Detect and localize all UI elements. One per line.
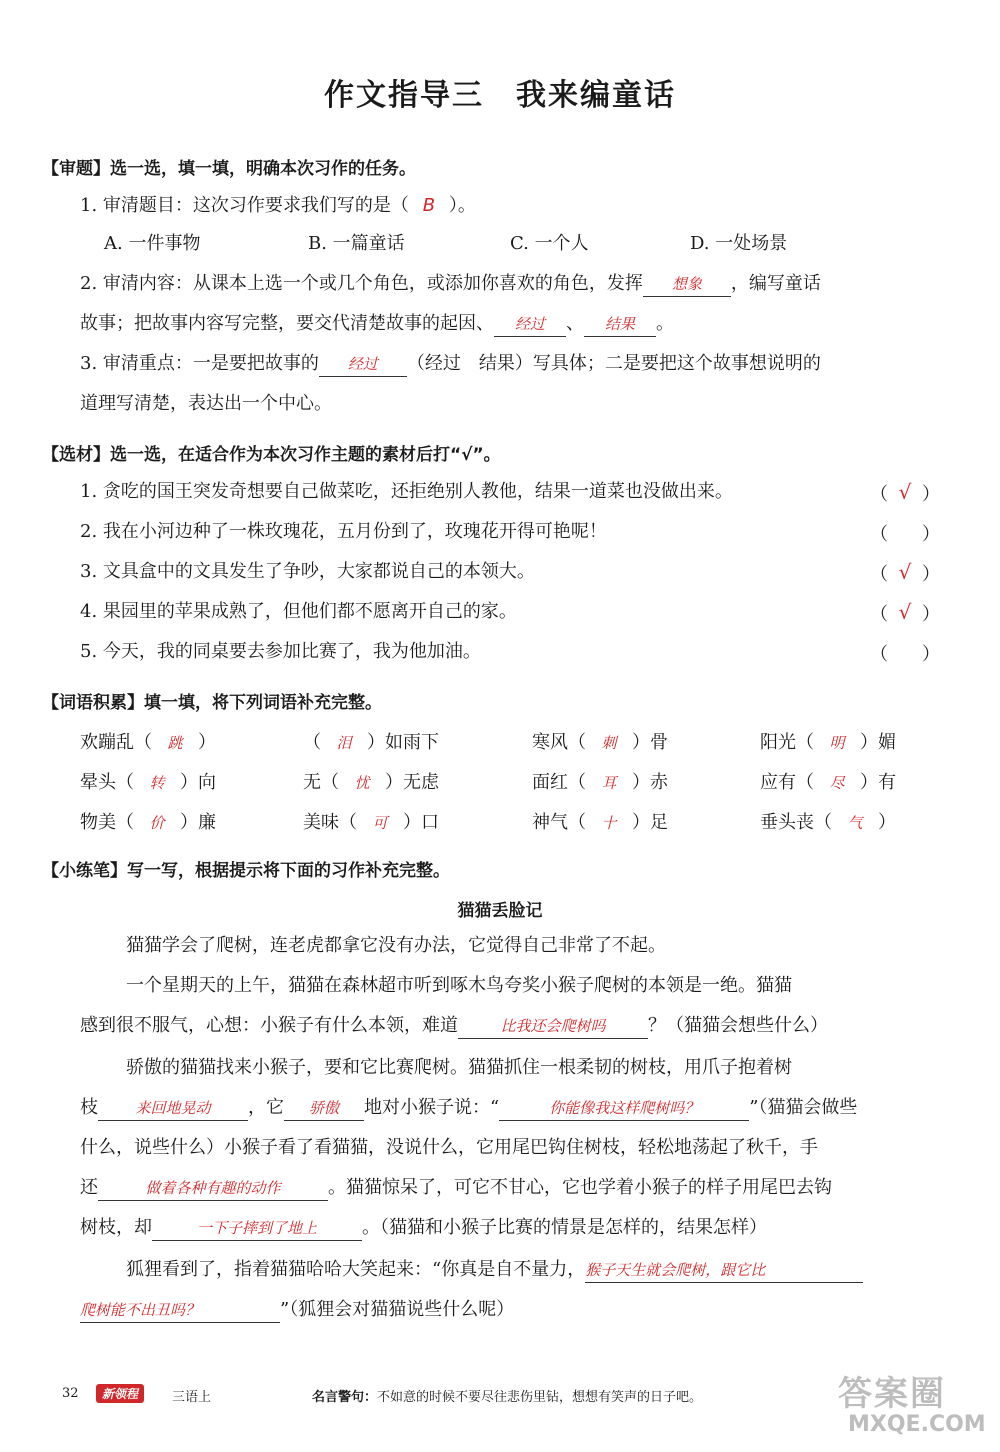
watermark-url: MXQE.COM xyxy=(848,1412,986,1437)
quote-text: 不如意的时候不要尽往悲伤里钻，想想有笑声的日子吧。 xyxy=(377,1390,703,1405)
idiom-item: 美味（ 可 ）口 xyxy=(303,812,439,833)
story-paragraph-4-line2: 爬树能不出丑吗？ ”（狐狸会对猫猫说些什么呢） xyxy=(80,1298,514,1323)
idiom-item: 欢蹦乱（ 跳 ） xyxy=(80,732,216,753)
checkmark-4: √ xyxy=(898,600,912,624)
answer-story-3: 骄傲 xyxy=(284,1096,364,1121)
question-3-line1: 3. 审清重点：一是要把故事的 经过 （经过 结果）写具体；二是要把这个故事想说明的 xyxy=(80,352,821,377)
option-c: C. 一个人 xyxy=(510,233,589,254)
idiom-item: 物美（ 价 ）廉 xyxy=(80,812,216,833)
idiom-item: 阳光（ 明 ）媚 xyxy=(760,732,896,753)
answer-q2-process: 经过 xyxy=(494,312,566,337)
question-2-line1: 2. 审清内容：从课本上选一个或几个角色，或添加你喜欢的角色，发挥 想象 ，编写童话 xyxy=(80,272,821,297)
story-paragraph-2-line2: 感到很不服气，心想：小猴子有什么本领，难道 比我还会爬树吗 ？（猫猫会想些什么） xyxy=(80,1014,828,1039)
idiom-answer: 十 xyxy=(601,814,617,832)
choice-item-5: 5. 今天，我的同桌要去参加比赛了，我为他加油。 xyxy=(80,641,481,662)
idiom-answer: 价 xyxy=(149,814,165,832)
story-paragraph-2-line1: 一个星期天的上午，猫猫在森林超市听到啄木鸟夸奖小猴子爬树的本领是一绝。猫猫 xyxy=(126,975,792,996)
idiom-answer: 可 xyxy=(372,814,388,832)
option-b: B. 一篇童话 xyxy=(308,233,405,254)
idiom-answer: 气 xyxy=(847,814,863,832)
answer-q2-imagination: 想象 xyxy=(643,272,731,297)
question-2-line2: 故事；把故事内容写完整，要交代清楚故事的起因、 经过 、 结果 。 xyxy=(80,312,674,337)
choice-item-1: 1. 贪吃的国王突发奇想要自己做菜吃，还拒绝别人教他，结果一道菜也没做出来。 xyxy=(80,481,733,502)
checkmark-3: √ xyxy=(898,560,912,584)
idiom-item: 神气（ 十 ）足 xyxy=(532,812,668,833)
idiom-item: （ 泪 ）如雨下 xyxy=(303,732,439,753)
idiom-item: 寒风（ 刺 ）骨 xyxy=(532,732,668,753)
answer-story-4: 你能像我这样爬树吗？ xyxy=(499,1096,749,1121)
idiom-answer: 明 xyxy=(829,734,845,752)
idiom-answer: 泪 xyxy=(336,734,352,752)
idiom-answer: 跳 xyxy=(167,734,183,752)
idiom-answer: 刺 xyxy=(601,734,617,752)
story-paragraph-1: 猫猫学会了爬树，连老虎都拿它没有办法，它觉得自己非常了不起。 xyxy=(126,935,666,956)
answer-story-5: 做着各种有趣的动作 xyxy=(98,1176,328,1201)
answer-story-7b: 爬树能不出丑吗？ xyxy=(80,1298,280,1323)
idiom-item: 晕头（ 转 ）向 xyxy=(80,772,216,793)
answer-q2-result: 结果 xyxy=(584,312,656,337)
answer-q3: 经过 xyxy=(319,352,407,377)
watermark-logo: 答案圈 xyxy=(838,1374,946,1414)
idiom-item: 无（ 忧 ）无虑 xyxy=(303,772,439,793)
idiom-item: 应有（ 尽 ）有 xyxy=(760,772,896,793)
question-1: 1. 审清题目：这次习作要求我们写的是（ B ）。 xyxy=(80,195,476,216)
section-heading-ciyu: 【词语积累】填一填，将下列词语补充完整。 xyxy=(42,693,382,713)
answer-story-7a: 猴子天生就会爬树，跟它比 xyxy=(585,1258,863,1283)
quote-label: 名言警句： xyxy=(312,1390,378,1405)
subject-label: 三语上 xyxy=(172,1390,212,1405)
brand-logo: 新领程 xyxy=(96,1384,144,1403)
story-paragraph-3-line2: 枝 来回地晃动 ，它 骄傲 地对小猴子说：“ 你能像我这样爬树吗？ ”（猫猫会做些 xyxy=(80,1096,857,1121)
option-d: D. 一处场景 xyxy=(690,233,788,254)
answer-story-2: 来回地晃动 xyxy=(98,1096,248,1121)
idiom-item: 面红（ 耳 ）赤 xyxy=(532,772,668,793)
idiom-item: 垂头丧（ 气 ） xyxy=(760,812,896,833)
story-paragraph-3-line3: 什么，说些什么）小猴子看了看猫猫，没说什么，它用尾巴钩住树枝，轻松地荡起了秋千，手 xyxy=(80,1137,818,1158)
story-paragraph-4-line1: 狐狸看到了，指着猫猫哈哈大笑起来：“你真是自不量力，猴子天生就会爬树，跟它比 xyxy=(126,1258,863,1283)
story-title: 猫猫丢脸记 xyxy=(457,901,543,921)
answer-q1: B xyxy=(422,195,436,216)
story-paragraph-3-line5: 树枝，却 一下子摔到了地上 。（猫猫和小猴子比赛的情景是怎样的，结果怎样） xyxy=(80,1216,767,1241)
section-heading-lianbi: 【小练笔】写一写，根据提示将下面的习作补充完整。 xyxy=(42,861,450,881)
choice-item-3: 3. 文具盒中的文具发生了争吵，大家都说自己的本领大。 xyxy=(80,561,535,582)
story-paragraph-3-line1: 骄傲的猫猫找来小猴子，要和它比赛爬树。猫猫抓住一根柔韧的树枝，用爪子抱着树 xyxy=(126,1057,792,1078)
page-title: 作文指导三 我来编童话 xyxy=(324,78,676,113)
answer-story-6: 一下子摔到了地上 xyxy=(152,1216,362,1241)
idiom-answer: 耳 xyxy=(601,774,617,792)
option-a: A. 一件事物 xyxy=(104,233,201,254)
story-paragraph-3-line4: 还 做着各种有趣的动作 。猫猫惊呆了，可它不甘心，它也学着小猴子的样子用尾巴去钩 xyxy=(80,1176,832,1201)
page-number: 32 xyxy=(62,1386,79,1401)
section-heading-xuancai: 【选材】选一选，在适合作为本次习作主题的素材后打“√”。 xyxy=(42,445,501,465)
idiom-answer: 尽 xyxy=(829,774,845,792)
idiom-answer: 忧 xyxy=(354,774,370,792)
section-heading-shenti: 【审题】选一选，填一填，明确本次习作的任务。 xyxy=(42,159,416,179)
choice-item-4: 4. 果园里的苹果成熟了，但他们都不愿离开自己的家。 xyxy=(80,601,517,622)
checkmark-1: √ xyxy=(898,480,912,504)
quote-line xyxy=(312,1386,702,1405)
answer-story-1: 比我还会爬树吗 xyxy=(458,1014,648,1039)
idiom-answer: 转 xyxy=(149,774,165,792)
question-3-line2: 道理写清楚，表达出一个中心。 xyxy=(80,393,332,414)
choice-item-2: 2. 我在小河边种了一株玫瑰花，五月份到了，玫瑰花开得可艳呢！ xyxy=(80,521,607,542)
